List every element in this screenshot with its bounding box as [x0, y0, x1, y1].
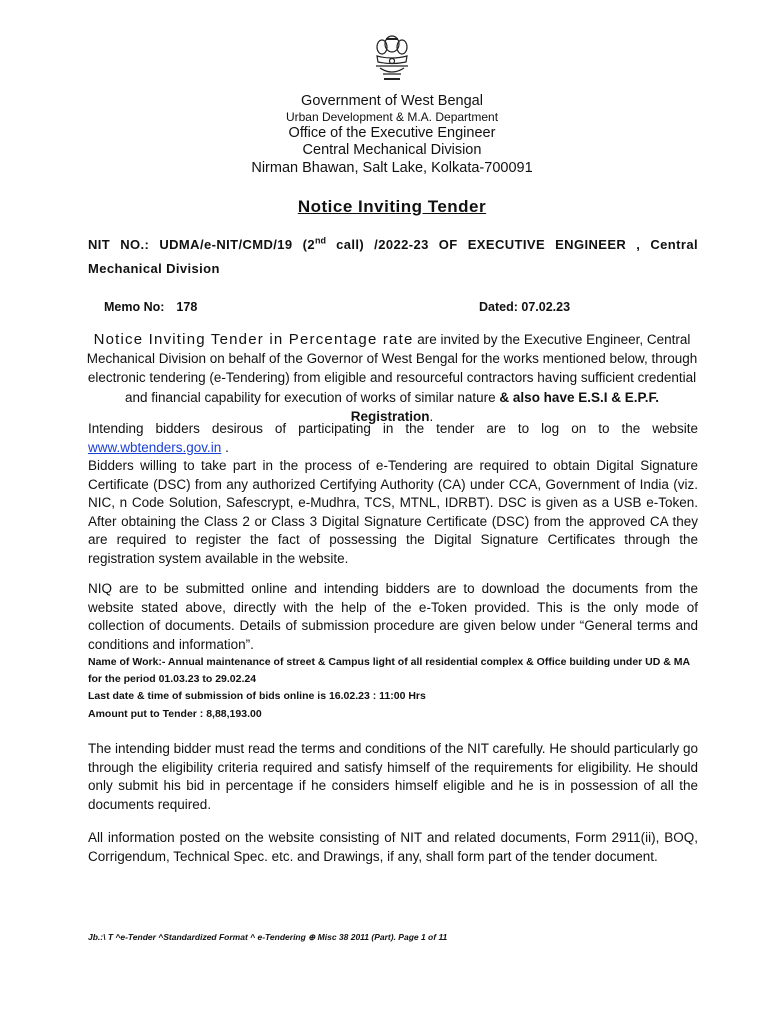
notice-title: Notice Inviting Tender	[297, 197, 487, 216]
niq-paragraph: NIQ are to be submitted online and intending bidders are to download the documents from the website stated above, directly with the help of the e-Token provided. This is the only mode of collection of documents. Details of submission procedure are given below under “General terms and conditions and information”.	[88, 581, 698, 652]
dsc-paragraph: Intending bidders desirous of participating in the tender are to log on to the website www.wbtenders.gov.in . Bidders willing to take part in the process of e-Tendering are required to obtain Digital Signature Certificate (DSC) from any authorized Certifying Authority (CA) under CCA, Government of India (viz. NIC, n Code Solution, Safescrypt, e-Mudhra, TCS, MTNL, IDRBT). DSC is given as a USB e-Token. After obtaining the Class 2 or Class 3 Digital Signature Certificate (DSC) from the approved CA they are required to register the fact of possessing the Digital Signature Certificates through the registration system available in the website.	[88, 421, 698, 566]
nit-number: NIT NO.: UDMA/e-NIT/CMD/19 (2nd call) /2022-23 OF EXECUTIVE ENGINEER , Central Mechanical Division	[88, 235, 698, 276]
department-heading: Urban Development & M.A. Department	[285, 110, 499, 124]
address-line: Nirman Bhawan, Salt Lake, Kolkata-700091	[251, 160, 533, 176]
memo-date: Dated: 07.02.23	[479, 300, 571, 314]
intro-paragraph: Notice Inviting Tender in Percentage rate are invited by the Executive Engineer, Central Mechanical Division on behalf of the Governor of West Bengal for the works mentioned below, through electronic tendering (e-Tendering) from eligible and resourceful contractors having sufficient credential and financial capability for execution of works of similar nature & also have E.S.I & E.P.F. Registration.	[86, 331, 698, 424]
office-heading: Office of the Executive Engineer	[288, 125, 496, 141]
division-heading: Central Mechanical Division	[302, 142, 482, 158]
eligibility-paragraph: The intending bidder must read the terms and conditions of the NIT carefully. He should particularly go through the eligibility criteria required and satisfy himself of the requirements for eligibility. He should only submit his bid in percentage if he considers himself eligible and he is in possession of all the documents required.	[88, 741, 698, 812]
memo-number: Memo No: 178	[104, 300, 198, 314]
work-details	[88, 654, 698, 723]
last-date: Last date & time of submission of bids online is 16.02.23 : 11:00 Hrs	[88, 690, 426, 703]
wbtenders-link[interactable]: www.wbtenders.gov.in	[88, 439, 222, 455]
work-name: Name of Work:- Annual maintenance of street & Campus light of all residential complex & Office building under UD & MA for the period 01.03.23 to 29.02.24	[88, 656, 690, 686]
government-heading: Government of West Bengal	[301, 93, 483, 109]
page-footer: Jb.:\ T ^e-Tender ^Standardized Format ^ e-Tendering ⊕ Misc 38 2011 (Part). Page 1 of 11	[88, 932, 448, 942]
information-paragraph: All information posted on the website consisting of NIT and related documents, Form 2911(ii), BOQ, Corrigendum, Technical Spec. etc. and Drawings, if any, shall form part of the tender document.	[88, 830, 698, 864]
state-emblem-icon	[371, 30, 413, 84]
tender-amount: Amount put to Tender : 8,88,193.00	[88, 707, 262, 720]
